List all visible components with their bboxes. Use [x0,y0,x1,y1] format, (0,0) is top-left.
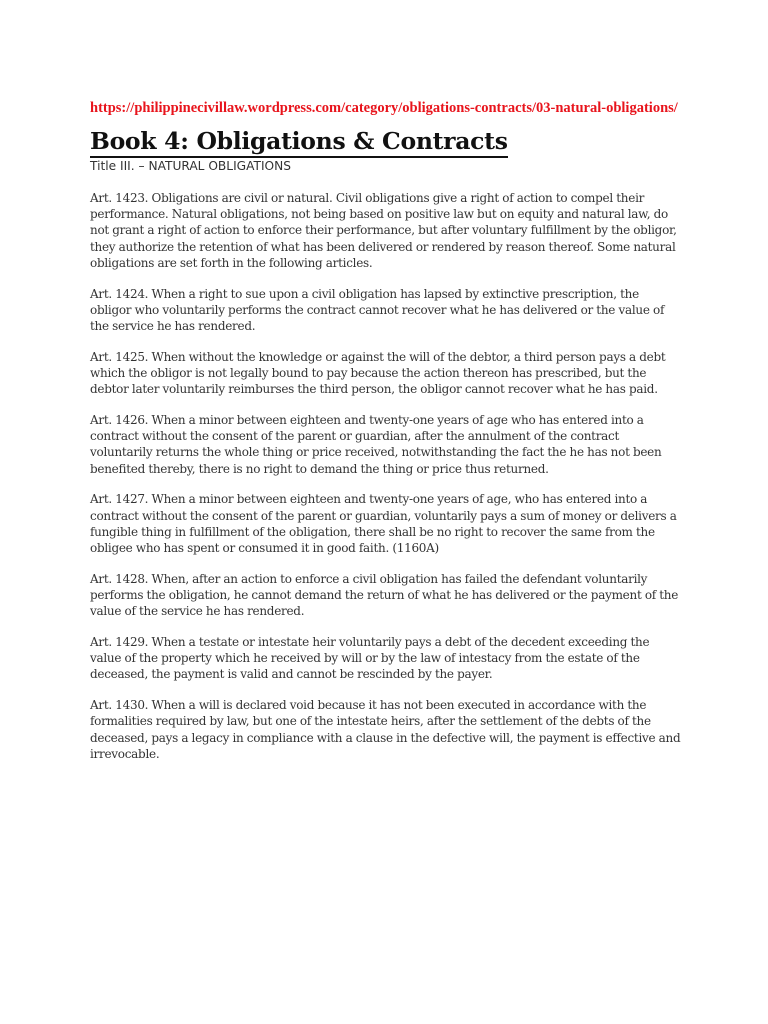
article-1428: Art. 1428. When, after an action to enforce a civil obligation has failed the defendant voluntarily performs the obligation, he cannot demand the return of what he has delivered or the payment of the value of the service he has rendered. [90,571,679,619]
document-page [90,101,682,777]
article-1430: Art. 1430. When a will is declared void because it has not been executed in accordance with the formalities required by law, but one of the intestate heirs, after the settlement of the debts of the deceased, pays a legacy in compliance with a clause in the defective will, the payment is effective and irrevocable. [90,698,681,761]
source-link[interactable]: https://philippinecivillaw.wordpress.com/category/obligations-contracts/03-natural-obligations/ [90,100,678,116]
book-title: Book 4: Obligations & Contracts [90,126,508,158]
article-1427: Art. 1427. When a minor between eighteen and twenty-one years of age, who has entered into a contract without the consent of the parent or guardian, voluntarily pays a sum of money or delivers a fungible thing in fulfillment of the obligation, there shall be no right to recover the same from the obligee who has spent or consumed it in good faith. (1160A) [90,492,677,556]
article-1425: Art. 1425. When without the knowledge or against the will of the debtor, a third person pays a debt which the obligor is not legally bound to pay because the action thereon has prescribed, but the debtor later voluntarily reimburses the third person, the obligor cannot recover what he has paid. [90,349,666,397]
title-subtitle: Title III. – NATURAL OBLIGATIONS [90,159,291,173]
article-1424: Art. 1424. When a right to sue upon a civil obligation has lapsed by extinctive prescription, the obligor who voluntarily performs the contract cannot recover what he has delivered or the value of the service he has rendered. [90,286,665,334]
article-1429: Art. 1429. When a testate or intestate heir voluntarily pays a debt of the decedent exceeding the value of the property which he received by will or by the law of intestacy from the estate of the deceased, the payment is valid and cannot be rescinded by the payer. [90,635,650,682]
article-1423: Art. 1423. Obligations are civil or natural. Civil obligations give a right of action to compel their performance. Natural obligations, not being based on positive law but on equity and natural law, do not grant a right of action to enforce their performance, but after voluntary fulfillment by the obligor, they authorize the retention of what has been delivered or rendered by reason thereof. Some natural obligations are set forth in the following articles. [90,191,677,270]
article-1426: Art. 1426. When a minor between eighteen and twenty-one years of age who has entered into a contract without the consent of the parent or guardian, after the annulment of the contract voluntarily returns the whole thing or price received, notwithstanding the fact the he has not been benefited thereby, there is no right to demand the thing or price thus returned. [90,413,662,476]
